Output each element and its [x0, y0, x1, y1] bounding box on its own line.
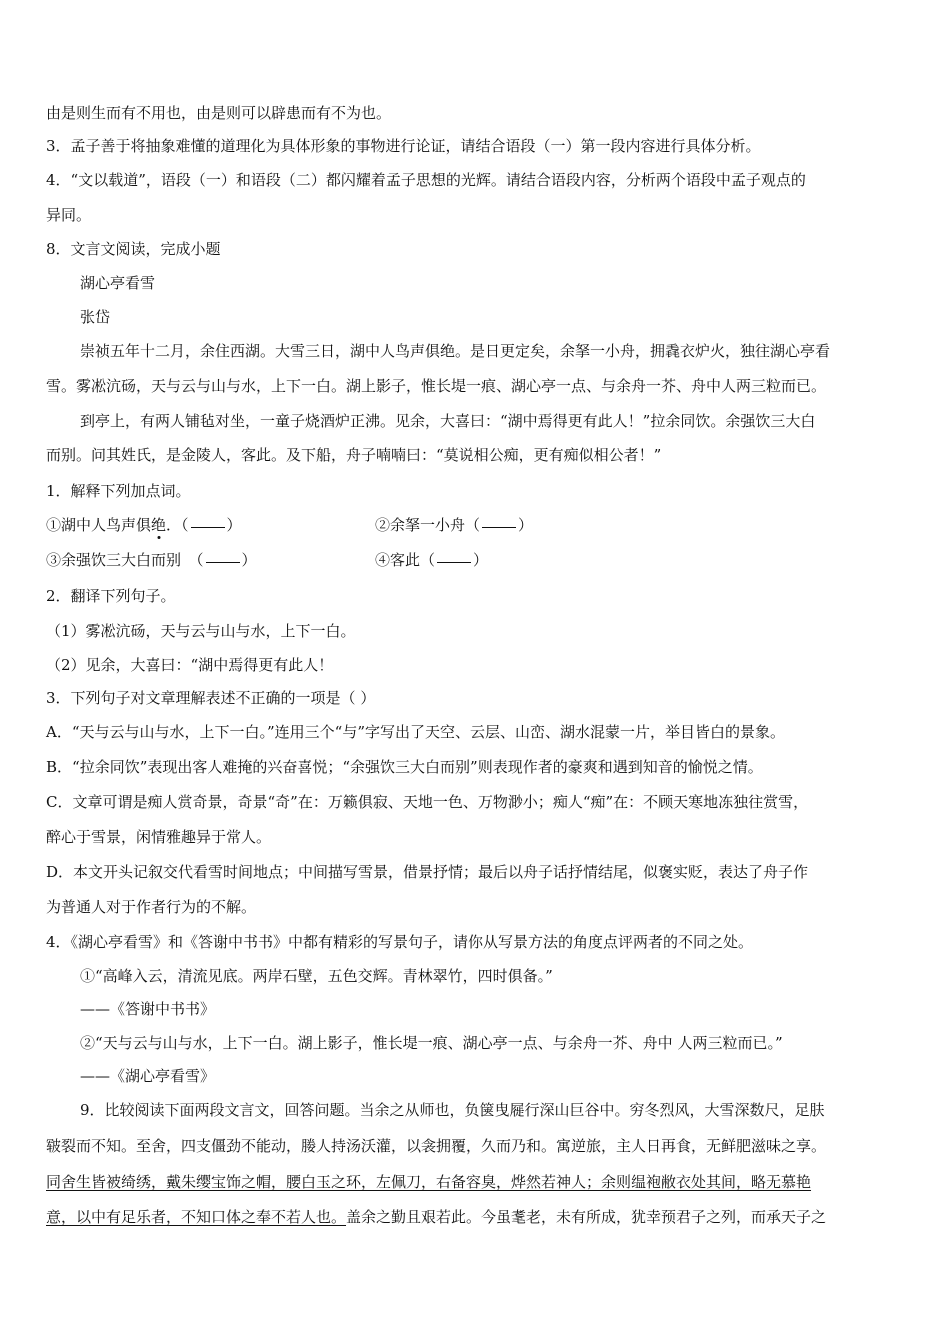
- fill-item-2: [375, 515, 533, 535]
- quote-2-source: ——《湖心亭看雪》: [80, 1067, 216, 1085]
- underlined-passage-line: 同舍生皆被绮绣，戴朱缨宝饰之帽，腰白玉之环，左佩刀，右备容臭，烨然若神人；余则缊袍敝衣处其间，略无慕艳: [46, 1173, 812, 1191]
- fill-item-text: ）: [473, 551, 489, 569]
- passage-text: 盖余之勤且艰若此。今虽耄老，未有所成，犹幸预君子之列，而承天子之: [346, 1208, 827, 1226]
- subquestion-2: 2．翻译下列句子。: [46, 587, 176, 605]
- dotted-word: 绝: [151, 516, 167, 534]
- text-line: 由是则生而有不用也，由是则可以辟患而有不为也。: [46, 104, 392, 122]
- subquestion-4: 4．《湖心亭看雪》和《答谢中书书》中都有精彩的写景句子，请你从写景方法的角度点评两者的不同之处。: [46, 933, 754, 951]
- section-8-heading: 8．文言文阅读，完成小题: [46, 240, 221, 258]
- option-d-cont: 为普通人对于作者行为的不解。: [46, 898, 257, 916]
- answer-blank[interactable]: [482, 526, 516, 528]
- subquestion-3: 3．下列句子对文章理解表述不正确的一项是（ ）: [46, 689, 376, 707]
- section-9-line: 9．比较阅读下面两段文言文，回答问题。当余之从师也，负箧曳屣行深山巨谷中。穷冬烈风，大雪深数尺，足肤: [80, 1101, 825, 1119]
- poem-author: 张岱: [80, 308, 111, 326]
- fill-item-4: [375, 550, 488, 570]
- fill-item-text: ．（: [166, 516, 189, 534]
- fill-item-text: ②余拏一小舟（: [375, 516, 481, 534]
- option-c: C．文章可谓是痴人赏奇景，奇景“奇”在：万籁俱寂、天地一色、万物渺小；痴人“痴”在：不顾天寒地冻独往赏雪，: [46, 793, 809, 811]
- passage-line: 皲裂而不知。至舍，四支僵劲不能动，媵人持汤沃灌，以衾拥覆，久而乃和。寓逆旅，主人日再食，无鲜肥滋味之享。: [46, 1137, 827, 1155]
- passage-line: 崇祯五年十二月，余住西湖。大雪三日，湖中人鸟声俱绝。是日更定矣，余拏一小舟，拥毳衣炉火，独往湖心亭看: [80, 342, 831, 360]
- option-b: B．“拉余同饮”表现出客人难掩的兴奋喜悦；“余强饮三大白而别”则表现作者的豪爽和遇到知音的愉悦之情。: [46, 758, 763, 776]
- fill-item-1: [46, 515, 242, 535]
- fill-item-text: ）: [241, 551, 257, 569]
- translate-item-2: （2）见余，大喜曰：“湖中焉得更有此人！: [46, 656, 334, 674]
- passage-line: 到亭上，有两人铺毡对坐，一童子烧酒炉正沸。见余，大喜曰：“湖中焉得更有此人！”拉余同饮。余强饮三大白: [80, 412, 816, 430]
- fill-item-text: ）: [226, 516, 242, 534]
- answer-blank[interactable]: [206, 561, 240, 563]
- passage-line: 而别。问其姓氏，是金陵人，客此。及下船，舟子喃喃曰：“莫说相公痴，更有痴似相公者！”: [46, 446, 662, 464]
- subquestion-1: 1．解释下列加点词。: [46, 482, 191, 500]
- quote-1: ①“高峰入云，清流见底。两岸石壁，五色交辉。青林翠竹，四时俱备。”: [80, 967, 553, 985]
- fill-item-text: ）: [518, 516, 534, 534]
- fill-item-text: ④客此（: [375, 551, 436, 569]
- fill-item-text: ③余强饮三大白而别 （: [46, 551, 204, 569]
- option-d: D．本文开头记叙交代看雪时间地点；中间描写雪景，借景抒情；最后以舟子话抒情结尾，似褒实贬，表达了舟子作: [46, 863, 809, 881]
- option-a: A．“天与云与山与水，上下一白。”连用三个“与”字写出了天空、云层、山峦、湖水混蒙一片，举目皆白的景象。: [46, 723, 786, 741]
- answer-blank[interactable]: [191, 526, 225, 528]
- translate-item-1: （1）雾凇沆砀，天与云与山与水，上下一白。: [46, 622, 356, 640]
- passage-line: [46, 1207, 826, 1227]
- question-4: 4．“文以载道”，语段（一）和语段（二）都闪耀着孟子思想的光辉。请结合语段内容，分析两个语段中孟子观点的: [46, 171, 806, 189]
- option-c-cont: 醉心于雪景，闲情雅趣异于常人。: [46, 828, 272, 846]
- question-3: 3．孟子善于将抽象难懂的道理化为具体形象的事物进行论证，请结合语段（一）第一段内容进行具体分析。: [46, 137, 761, 155]
- quote-2: ②“天与云与山与水，上下一白。湖上影子，惟长堤一痕、湖心亭一点、与余舟一芥、舟中 人两三粒而已。”: [80, 1034, 783, 1052]
- fill-item-3: [46, 550, 257, 570]
- fill-item-text: ①湖中人鸟声俱: [46, 516, 152, 534]
- passage-line: 雪。雾凇沆砀，天与云与山与水，上下一白。湖上影子，惟长堤一痕、湖心亭一点、与余舟一芥、舟中人两三粒而已。: [46, 377, 827, 395]
- text-line: 异同。: [46, 206, 92, 224]
- poem-title: 湖心亭看雪: [80, 274, 156, 292]
- quote-1-source: ——《答谢中书书》: [80, 1000, 216, 1018]
- answer-blank[interactable]: [437, 561, 471, 563]
- underlined-text: 意，以中有足乐者，不知口体之奉不若人也。: [46, 1208, 347, 1226]
